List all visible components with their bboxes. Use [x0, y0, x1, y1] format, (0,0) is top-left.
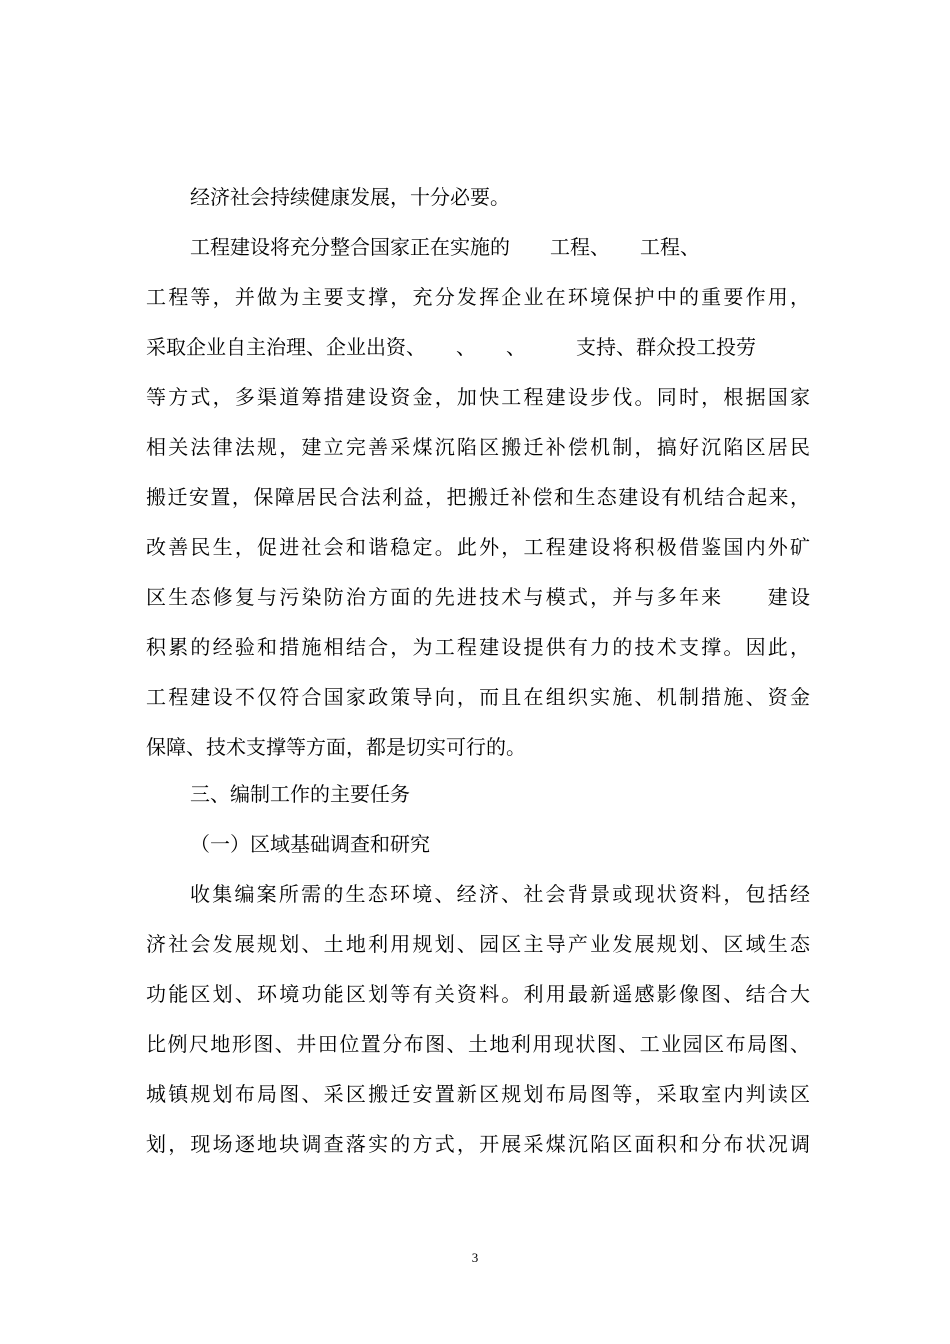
paragraph-line: 工程建设不仅符合国家政策导向，而且在组织实施、机制措施、资金 [146, 685, 810, 709]
paragraph-line: 工程等，并做为主要支撑，充分发挥企业在环境保护中的重要作用， [146, 285, 810, 309]
paragraph-line: 比例尺地形图、井田位置分布图、土地利用现状图、工业园区布局图、 [146, 1032, 810, 1056]
paragraph-line: 功能区划、环境功能区划等有关资料。利用最新遥感影像图、结合大 [146, 982, 810, 1006]
paragraph-line: 采取企业自主治理、企业出资、 、 、 支持、群众投工投劳 [146, 335, 756, 359]
paragraph-line: 划，现场逐地块调查落实的方式，开展采煤沉陷区面积和分布状况调 [146, 1132, 810, 1156]
paragraph-line: 相关法律法规，建立完善采煤沉陷区搬迁补偿机制，搞好沉陷区居民 [146, 435, 810, 459]
subsection-heading: （一）区域基础调查和研究 [190, 832, 430, 856]
paragraph-line: 保障、技术支撑等方面，都是切实可行的。 [146, 735, 526, 759]
paragraph-line: 工程建设将充分整合国家正在实施的 工程、 工程、 [190, 235, 700, 259]
paragraph-line: 等方式，多渠道筹措建设资金，加快工程建设步伐。同时，根据国家 [146, 385, 810, 409]
paragraph-line: 收集编案所需的生态环境、经济、社会背景或现状资料，包括经 [190, 882, 810, 906]
paragraph-line: 搬迁安置，保障居民合法利益，把搬迁补偿和生态建设有机结合起来， [146, 485, 810, 509]
section-heading: 三、编制工作的主要任务 [190, 782, 410, 806]
paragraph-line: 城镇规划布局图、采区搬迁安置新区规划布局图等，采取室内判读区 [146, 1082, 810, 1106]
page-number: 3 [471, 1250, 479, 1265]
paragraph-line: 济社会发展规划、土地利用规划、园区主导产业发展规划、区域生态 [146, 932, 810, 956]
paragraph-line: 区生态修复与污染防治方面的先进技术与模式，并与多年来 建设 [146, 585, 810, 609]
paragraph-line: 经济社会持续健康发展，十分必要。 [190, 185, 510, 209]
paragraph-line: 改善民生，促进社会和谐稳定。此外，工程建设将积极借鉴国内外矿 [146, 535, 810, 559]
paragraph-line: 积累的经验和措施相结合，为工程建设提供有力的技术支撑。因此， [146, 635, 810, 659]
